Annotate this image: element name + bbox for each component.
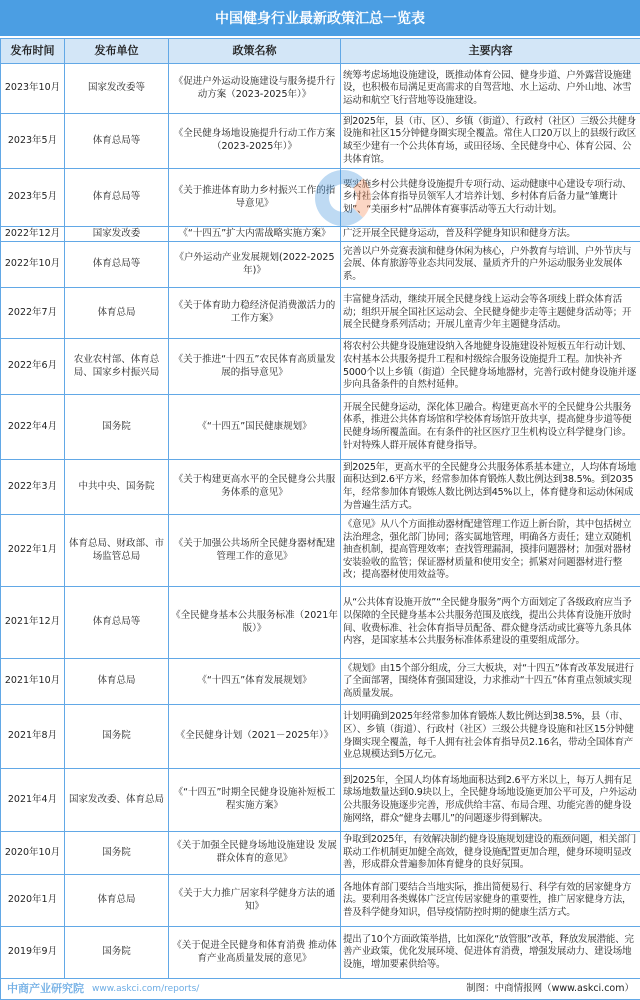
row-content: 争取到2025年，有效解决制约健身设施规划建设的瓶颈问题，相关部门联动工作机制更加健全高效，健身设施配置更加合理，健身环境明显改善，形成群众普遍参加体育健身的良好氛围。	[341, 832, 640, 875]
table-row	[1, 515, 640, 587]
row-issuer: 国务院	[65, 832, 169, 875]
table-row	[1, 659, 640, 705]
header-row	[1, 39, 640, 64]
row-date: 2022年7月	[1, 288, 65, 339]
row-policy-name: 《关于推进“十四五”农民体育高质量发展的指导意见》	[169, 339, 341, 395]
row-issuer: 中共中央、国务院	[65, 460, 169, 515]
row-policy-name: 《关于推进体育助力乡村振兴工作的指导意见》	[169, 169, 341, 227]
row-issuer: 国家发改委	[65, 227, 169, 242]
row-date: 2020年10月	[1, 832, 65, 875]
row-content: 丰富健身活动，继续开展全民健身线上运动会等各项线上群众体育活动；组织开展全国社区运动会、全民健身健步走等主题健身活动等；开展全民健身系列活动；开展儿童青少年主题健身活动。	[341, 288, 640, 339]
row-content: 将农村公共健身设施建设纳入各地健身设施建设补短板五年行动计划、农村基本公共服务提升工程和村级综合服务设施提升工程。加快补齐5000个以上乡镇（街道）全民健身场地器材，完善行政村健身设施并逐步向具备条件的自然村延伸。	[341, 339, 640, 395]
row-content: 完善以户外竞赛表演和健身休闲为核心，户外教育与培训、户外节庆与会展、体育旅游等业态共同发展、量质齐升的户外运动服务业发展体系。	[341, 242, 640, 288]
row-policy-name: 《关于加强公共场所全民健身器材配建管理工作的意见》	[169, 515, 341, 587]
row-policy-name: 《“十四五”时期全民健身设施补短板工程实施方案》	[169, 769, 341, 832]
row-policy-name: 《关于促进全民健身和体育消费 推动体育产业高质量发展的意见》	[169, 927, 341, 979]
table-row	[1, 927, 640, 979]
table-row	[1, 832, 640, 875]
watermark-url: www.askci.com/reports/	[92, 983, 199, 996]
row-policy-name: 《关于构建更高水平的全民健身公共服务体系的意见》	[169, 460, 341, 515]
table-title: 中国健身行业最新政策汇总一览表	[0, 0, 640, 38]
header-content: 主要内容	[341, 39, 640, 64]
row-content: 《规划》由15个部分组成，分三大板块，对“十四五”体育改革发展进行了全面部署，围绕体育强国建设，力求推动“十四五”体育重点领域实现高质量发展。	[341, 659, 640, 705]
row-date: 2022年12月	[1, 227, 65, 242]
table-row	[1, 395, 640, 460]
table-row	[1, 769, 640, 832]
row-policy-name: 《户外运动产业发展规划(2022-2025年)》	[169, 242, 341, 288]
row-issuer: 农业农村部、体育总局、国家乡村振兴局	[65, 339, 169, 395]
header-issuer: 发布单位	[65, 39, 169, 64]
row-issuer: 体育总局等	[65, 114, 169, 169]
row-issuer: 国家发改委等	[65, 64, 169, 114]
row-issuer: 体育总局	[65, 875, 169, 927]
row-content: 到2025年，全国人均体育场地面积达到2.6平方米以上，每万人拥有足球场地数量达到0.9块以上，全民健身场地设施更加公平可及，户外运动公共服务设施逐步完善，形成供给丰富、布局合理、功能完善的健身设施网络，群众“健身去哪儿”的问题逐步得到解决。	[341, 769, 640, 832]
table-row	[1, 242, 640, 288]
table-row	[1, 587, 640, 659]
row-date: 2022年1月	[1, 515, 65, 587]
row-issuer: 国务院	[65, 705, 169, 769]
row-content: 到2025年，更高水平的全民健身公共服务体系基本建立，人均体育场地面积达到2.6平方米，经常参加体育锻炼人数比例达到38.5%。到2035年，经常参加体育锻炼人数比例达到45%以上，体育健身和运动休闲成为普遍生活方式。	[341, 460, 640, 515]
row-date: 2022年6月	[1, 339, 65, 395]
table-row	[1, 64, 640, 114]
table-row	[1, 114, 640, 169]
row-policy-name: 《“十四五”扩大内需战略实施方案》	[169, 227, 341, 242]
watermark-text	[7, 983, 199, 996]
row-content: 《意见》从八个方面推动器材配建管理工作迈上新台阶，其中包括树立法治理念，强化部门协同；落实属地管理，明确各方责任；建立双随机抽查机制，提高管理效率；查找管理漏洞，摸排问题器材；加强对器材安装验收的监管；保证器材质量和使用安全；抓紧对问题器材进行整改；提高器材使用效益等。	[341, 515, 640, 587]
row-issuer: 体育总局、财政部、市场监管总局	[65, 515, 169, 587]
row-content: 计划明确到2025年经常参加体育锻炼人数比例达到38.5%，县（市、区）、乡镇（街道）、行政村（社区）三级公共健身设施和社区15分钟健身圈实现全覆盖，每千人拥有社会体育指导员2.16名，带动全国体育产业总规模达到5万亿元。	[341, 705, 640, 769]
row-issuer: 体育总局	[65, 659, 169, 705]
row-date: 2020年1月	[1, 875, 65, 927]
row-policy-name: 《“十四五”国民健康规划》	[169, 395, 341, 460]
row-issuer: 体育总局	[65, 288, 169, 339]
table-row	[1, 460, 640, 515]
row-date: 2022年3月	[1, 460, 65, 515]
row-content: 各地体育部门要结合当地实际，推出简便易行、科学有效的居家健身方法。要利用各类媒体广泛宣传居家健身的重要性，推广居家健身方法，普及科学健身知识，倡导疫情防控时期的健康生活方式。	[341, 875, 640, 927]
row-date: 2021年12月	[1, 587, 65, 659]
row-issuer: 体育总局等	[65, 169, 169, 227]
table-row	[1, 705, 640, 769]
row-policy-name: 《全民健身场地设施提升行动工作方案（2023-2025年）》	[169, 114, 341, 169]
table-row	[1, 875, 640, 927]
row-issuer: 国家发改委、体育总局	[65, 769, 169, 832]
row-date: 2023年5月	[1, 169, 65, 227]
row-issuer: 国务院	[65, 395, 169, 460]
row-date: 2023年10月	[1, 64, 65, 114]
row-date: 2023年5月	[1, 114, 65, 169]
row-date: 2019年9月	[1, 927, 65, 979]
row-content: 开展全民健身运动，深化体卫融合。构建更高水平的全民健身公共服务体系，推进公共体育场馆和学校体育场馆开放共享，提高健身步道等便民健身场所覆盖面。在有条件的社区医疗卫生机构设立科学健身门诊。针对特殊人群开展体育健身指导。	[341, 395, 640, 460]
row-date: 2021年10月	[1, 659, 65, 705]
row-policy-name: 《关于加强全民健身场地设施建设 发展群众体育的意见》	[169, 832, 341, 875]
policy-table	[0, 38, 640, 1000]
row-date: 2021年8月	[1, 705, 65, 769]
row-issuer: 体育总局等	[65, 242, 169, 288]
header-policy: 政策名称	[169, 39, 341, 64]
row-issuer: 国务院	[65, 927, 169, 979]
row-policy-name: 《促进户外运动设施建设与服务提升行动方案（2023-2025年）》	[169, 64, 341, 114]
row-date: 2022年10月	[1, 242, 65, 288]
header-date: 发布时间	[1, 39, 65, 64]
row-date: 2021年4月	[1, 769, 65, 832]
row-content: 广泛开展全民健身运动，普及科学健身知识和健身方法。	[341, 227, 640, 242]
row-policy-name: 《全民健身基本公共服务标准（2021年版）》	[169, 587, 341, 659]
row-content: 要实施乡村公共健身设施提升专项行动、运动健康中心建设专项行动、乡村社会体育指导员领军人才培养计划、乡村体育后备力量“雏鹰计划”、“美丽乡村”品牌体育赛事活动等五大行动计划。	[341, 169, 640, 227]
row-date: 2022年4月	[1, 395, 65, 460]
row-content: 到2025年，县（市、区）、乡镇（街道）、行政村（社区）三级公共健身设施和社区15分钟健身圈实现全覆盖。常住人口20万以上的县级行政区域至少建有一个公共体育场，或田径场、全民健身中心、体育公园、公共体育馆。	[341, 114, 640, 169]
source-credit: 制图：中商情报网（www.askci.com）	[466, 983, 634, 996]
watermark-name: 中商产业研究院	[7, 983, 84, 996]
row-issuer: 体育总局等	[65, 587, 169, 659]
table-row	[1, 169, 640, 227]
footer-cell	[1, 979, 640, 1000]
table-row	[1, 227, 640, 242]
row-content: 提出了10个方面政策举措，比如深化“放管服”改革，释放发展潜能、完善产业政策，优化发展环境、促进体育消费，增强发展动力、建设场地设施，增加要素供给等。	[341, 927, 640, 979]
table-row	[1, 288, 640, 339]
row-policy-name: 《关于体育助力稳经济促消费激活力的工作方案》	[169, 288, 341, 339]
row-content: 从“公共体育设施开放”“全民健身服务”两个方面划定了各级政府应当予以保障的全民健身基本公共服务范围及底线，提出公共体育设施开放时间、收费标准、社会体育指导员配备、群众健身活动或比赛等九条具体内容，是国家基本公共服务标准体系建设的重要组成部分。	[341, 587, 640, 659]
footer-row	[1, 979, 640, 1000]
row-policy-name: 《“十四五”体育发展规划》	[169, 659, 341, 705]
table-row	[1, 339, 640, 395]
row-policy-name: 《关于大力推广居家科学健身方法的通知》	[169, 875, 341, 927]
row-content: 统筹考虑场地设施建设，既推动体育公园、健身步道、户外露营设施建设，也积极布局满足更高需求的自驾营地、水上运动、户外山地、冰雪运动和航空飞行营地等设施建设。	[341, 64, 640, 114]
row-policy-name: 《全民健身计划（2021－2025年）》	[169, 705, 341, 769]
